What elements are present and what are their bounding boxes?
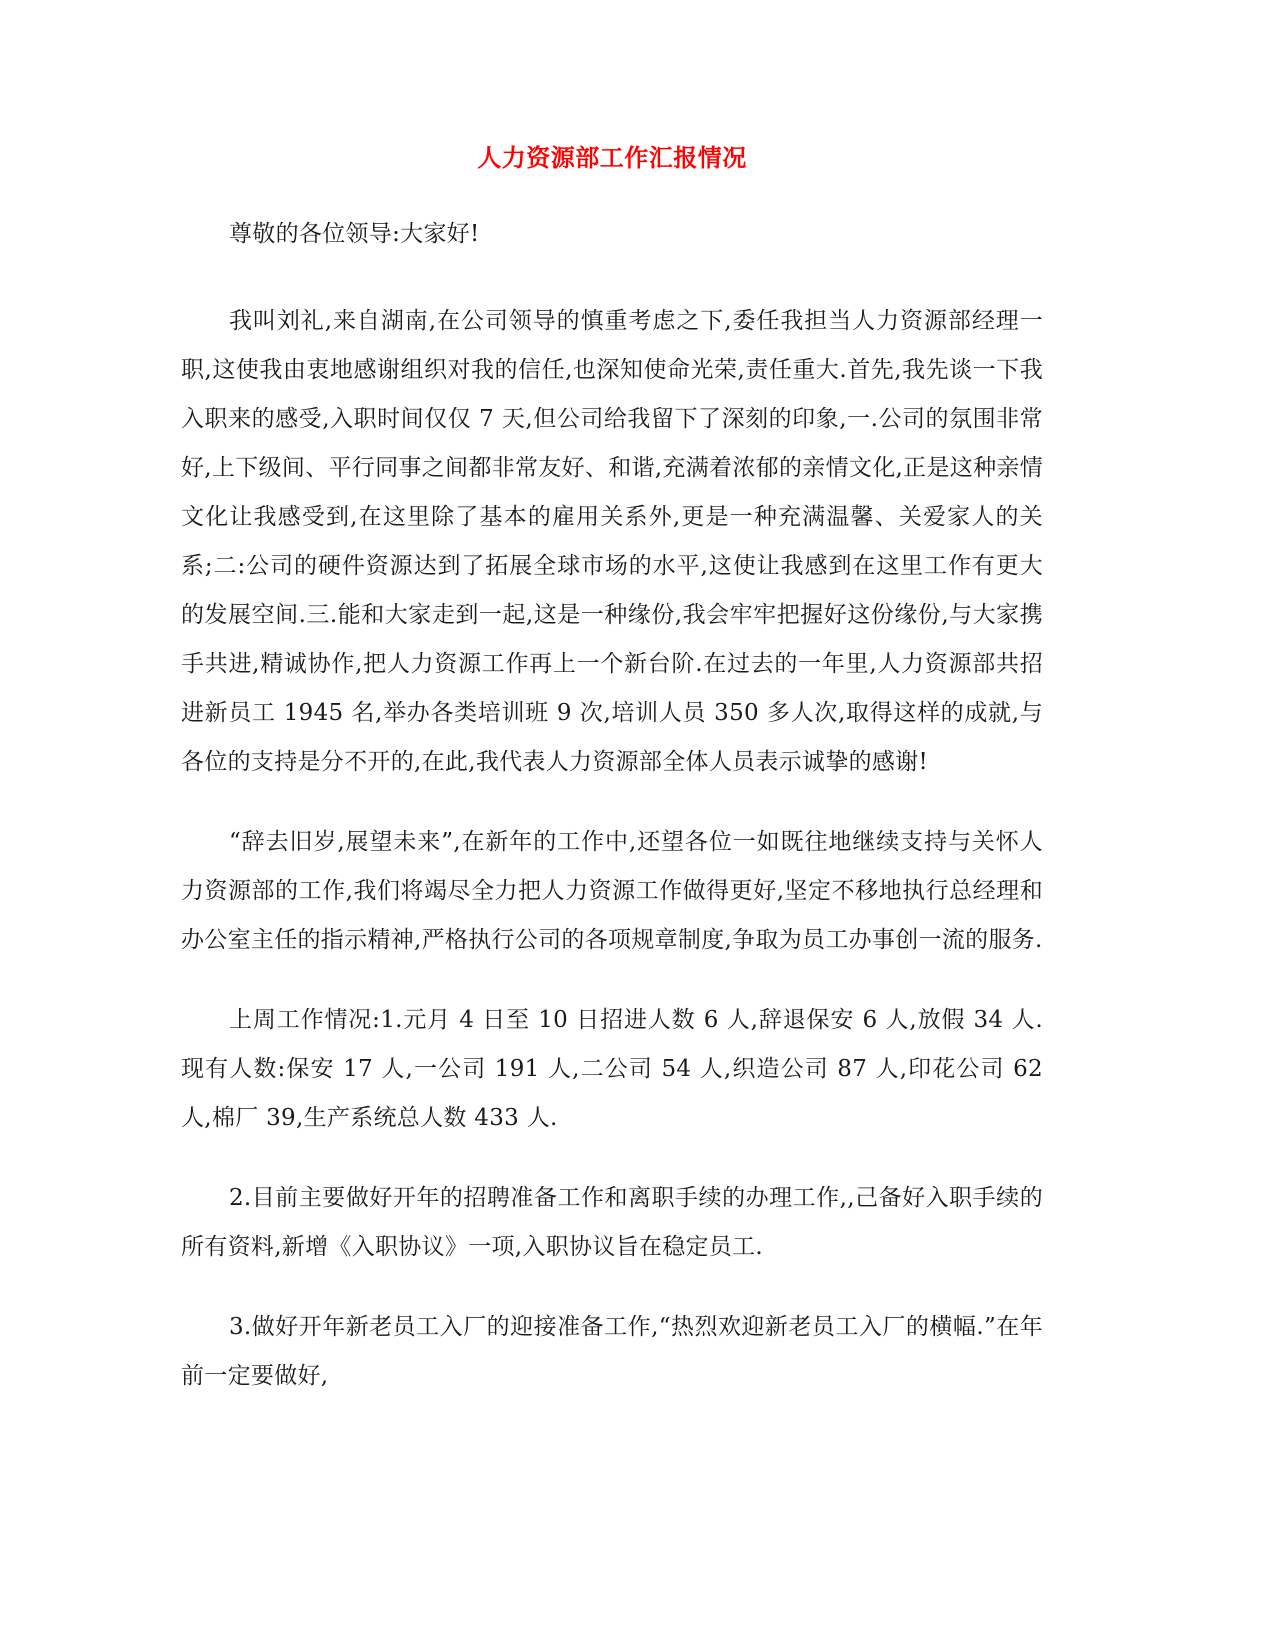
last-week-paragraph: 上周工作情况:1.元月 4 日至 10 日招进人数 6 人,辞退保安 6 人,放假 34 人.现有人数:保安 17 人,一公司 191 人,二公司 54 人,织造公司 87 人,印花公司 62 人,棉厂 39,生产系统总人数 433 人. [181, 1007, 1043, 1131]
document-body [181, 138, 1043, 1432]
intro-paragraph: 我叫刘礼,来自湖南,在公司领导的慎重考虑之下,委任我担当人力资源部经理一职,这使我由衷地感谢组织对我的信任,也深知使命光荣,责任重大.首先,我先谈一下我入职来的感受,入职时间仅仅 7 天,但公司给我留下了深刻的印象,一.公司的氛围非常好,上下级间、平行同事之间都非常友好、和谐,充满着浓郁的亲情文化,正是这种亲情文化让我感受到,在这里除了基本的雇用关系外,更是一种充满温馨、关爱家人的关系;二:公司的硬件资源达到了拓展全球市场的水平,这使让我感到在这里工作有更大的发展空间.三.能和大家走到一起,这是一种缘份,我会牢牢把握好这份缘份,与大家携手共进,精诚协作,把人力资源工作再上一个新台阶.在过去的一年里,人力资源部共招进新员工 1945 名,举办各类培训班 9 次,培训人员 350 多人次,取得这样的成就,与各位的支持是分不开的,在此,我代表人力资源部全体人员表示诚挚的感谢! [181, 308, 1043, 775]
new-year-paragraph: “辞去旧岁,展望未来”,在新年的工作中,还望各位一如既往地继续支持与关怀人力资源部的工作,我们将竭尽全力把人力资源工作做得更好,坚定不移地执行总经理和办公室主任的指示精神,严格执行公司的各项规章制度,争取为员工办事创一流的服务. [181, 829, 1043, 953]
item-3-paragraph: 3.做好开年新老员工入厂的迎接准备工作,“热烈欢迎新老员工入厂的横幅.”在年前一定要做好, [181, 1314, 1043, 1389]
greeting-paragraph: 尊敬的各位领导:大家好! [229, 221, 480, 247]
document-title: 人力资源部工作汇报情况 [477, 143, 747, 172]
item-2-paragraph: 2.目前主要做好开年的招聘准备工作和离职手续的办理工作,,己备好入职手续的所有资料,新增《入职协议》一项,入职协议旨在稳定员工. [181, 1185, 1043, 1260]
